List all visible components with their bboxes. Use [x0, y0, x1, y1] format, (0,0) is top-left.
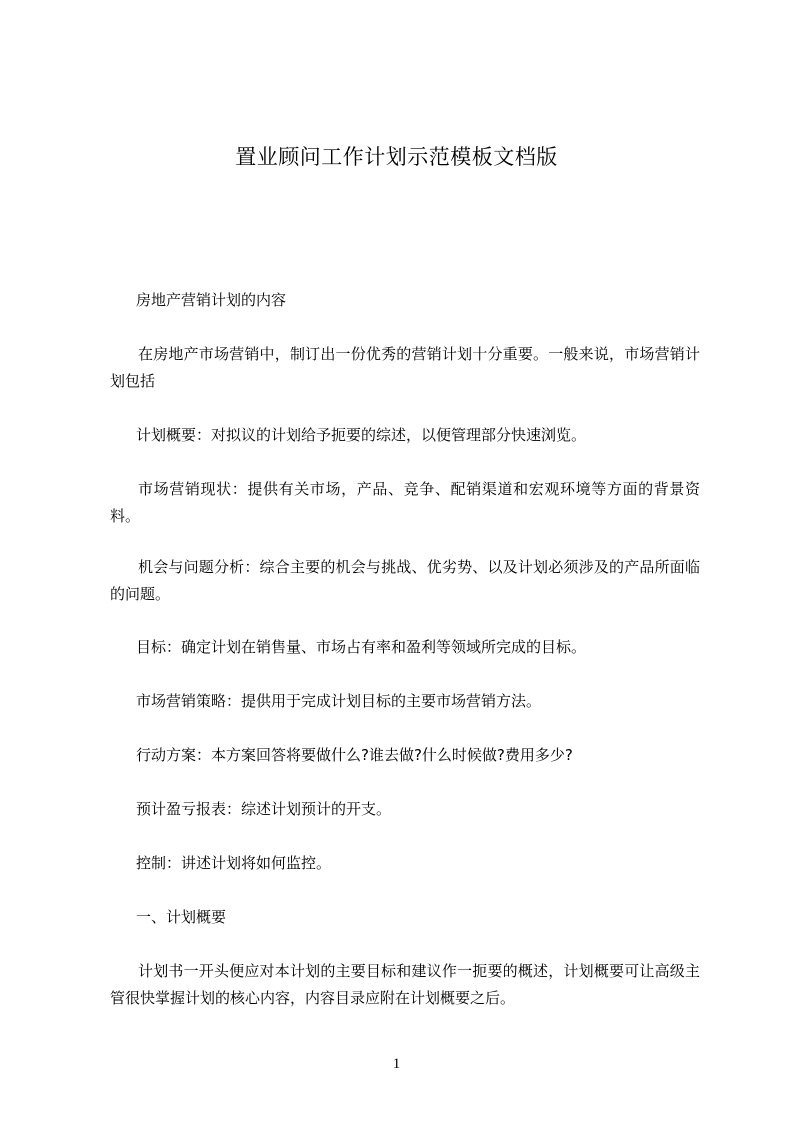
paragraph-plan-summary-detail: 计划书一开头便应对本计划的主要目标和建议作一扼要的概述，计划概要可让高级主管很快掌握计划的核心内容，内容目录应附在计划概要之后。 — [110, 962, 700, 1007]
paragraph-section-heading: 房地产营销计划的内容 — [136, 291, 287, 309]
paragraph-control: 控制：讲述计划将如何监控。 — [136, 854, 332, 872]
paragraph-goals: 目标：确定计划在销售量、市场占有率和盈利等领域所完成的目标。 — [136, 638, 587, 656]
paragraph-opportunity-analysis: 机会与问题分析：综合主要的机会与挑战、优劣势、以及计划必须涉及的产品所面临的问题。 — [110, 558, 700, 603]
paragraph-intro: 在房地产市场营销中，制订出一份优秀的营销计划十分重要。一般来说，市场营销计划包括 — [110, 345, 700, 390]
paragraph-profit-loss: 预计盈亏报表：综述计划预计的开支。 — [136, 800, 392, 818]
document-title: 置业顾问工作计划示范模板文档版 — [235, 145, 558, 169]
paragraph-market-status: 市场营销现状：提供有关市场，产品、竞争、配销渠道和宏观环境等方面的背景资料。 — [110, 480, 700, 525]
paragraph-heading-plan-summary: 一、计划概要 — [136, 908, 227, 926]
paragraph-action-plan: 行动方案：本方案回答将要做什么?谁去做?什么时候做?费用多少? — [136, 746, 573, 764]
page-number: 1 — [392, 1056, 401, 1072]
paragraph-plan-summary: 计划概要：对拟议的计划给予扼要的综述，以便管理部分快速浏览。 — [136, 426, 587, 444]
paragraph-marketing-strategy: 市场营销策略：提供用于完成计划目标的主要市场营销方法。 — [136, 692, 542, 710]
